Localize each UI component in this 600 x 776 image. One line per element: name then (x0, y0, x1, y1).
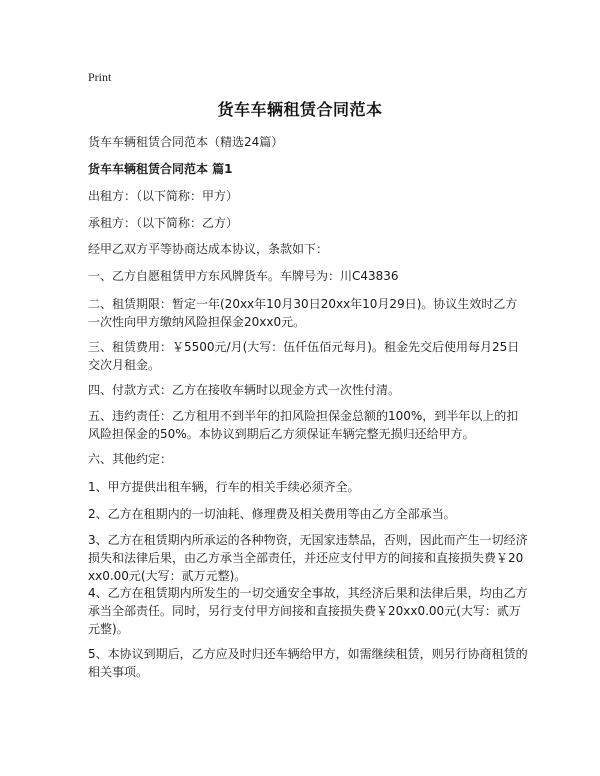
paragraph-lessee: 承租方：（以下简称：乙方） (88, 216, 239, 230)
clause-4: 四、付款方式：乙方在接收车辆时以现金方式一次性付清。 (88, 383, 401, 397)
print-label: Print (88, 70, 112, 84)
sub-clause-4: 4、乙方在租赁期内所发生的一切交通安全事故，其经济后果和法律后果，均由乙方承当全部责任。同时，另行支付甲方间接和直接损失费￥20xx0.00元(大写：贰万元整)。 (88, 586, 528, 636)
clause-3: 三、租赁费用：￥5500元/月(大写：伍仟伍佰元每月)。租金先交后使用每月25日交次月租金。 (88, 340, 520, 372)
clause-2: 二、租赁期限：暂定一年(20xx年10月30日20xx年10月29日)。协议生效时乙方一次性向甲方缴纳风险担保金20xx0元。 (88, 297, 518, 329)
clause-5: 五、违约责任：乙方租用不到半年的扣风险担保金总额的100%，到半年以上的扣风险担保金的50%。本协议到期后乙方须保证车辆完整无损归还给甲方。 (88, 409, 519, 441)
sub-clause-1: 1、甲方提供出租车辆，行车的相关手续必须齐全。 (88, 480, 360, 494)
clause-6: 六、其他约定： (88, 452, 173, 466)
sub-clause-5: 5、本协议到期后，乙方应及时归还车辆给甲方，如需继续租赁，则另行协商租赁的相关事项。 (88, 647, 528, 679)
document-subtitle: 货车车辆租赁合同范本（精选24篇） (88, 135, 284, 149)
document-title: 货车车辆租赁合同范本 (217, 100, 383, 119)
sub-clause-3: 3、乙方在租赁期内所承运的各种物资，无国家违禁品，否则，因此而产生一切经济损失和法律后果，由乙方承当全部责任，并还应支付甲方的间接和直接损失费￥20xx0.00元(大写：贰万元整)。 (88, 533, 528, 583)
section-heading: 货车车辆租赁合同范本 篇1 (88, 162, 233, 176)
clause-1: 一、乙方自愿租赁甲方东风牌货车。车牌号为：川C43836 (88, 269, 399, 283)
paragraph-lessor: 出租方：（以下简称：甲方） (88, 189, 239, 203)
paragraph-preamble: 经甲乙双方平等协商达成本协议，条款如下： (88, 242, 329, 256)
sub-clause-2: 2、乙方在租期内的一切油耗、修理费及相关费用等由乙方全部承当。 (88, 507, 456, 521)
